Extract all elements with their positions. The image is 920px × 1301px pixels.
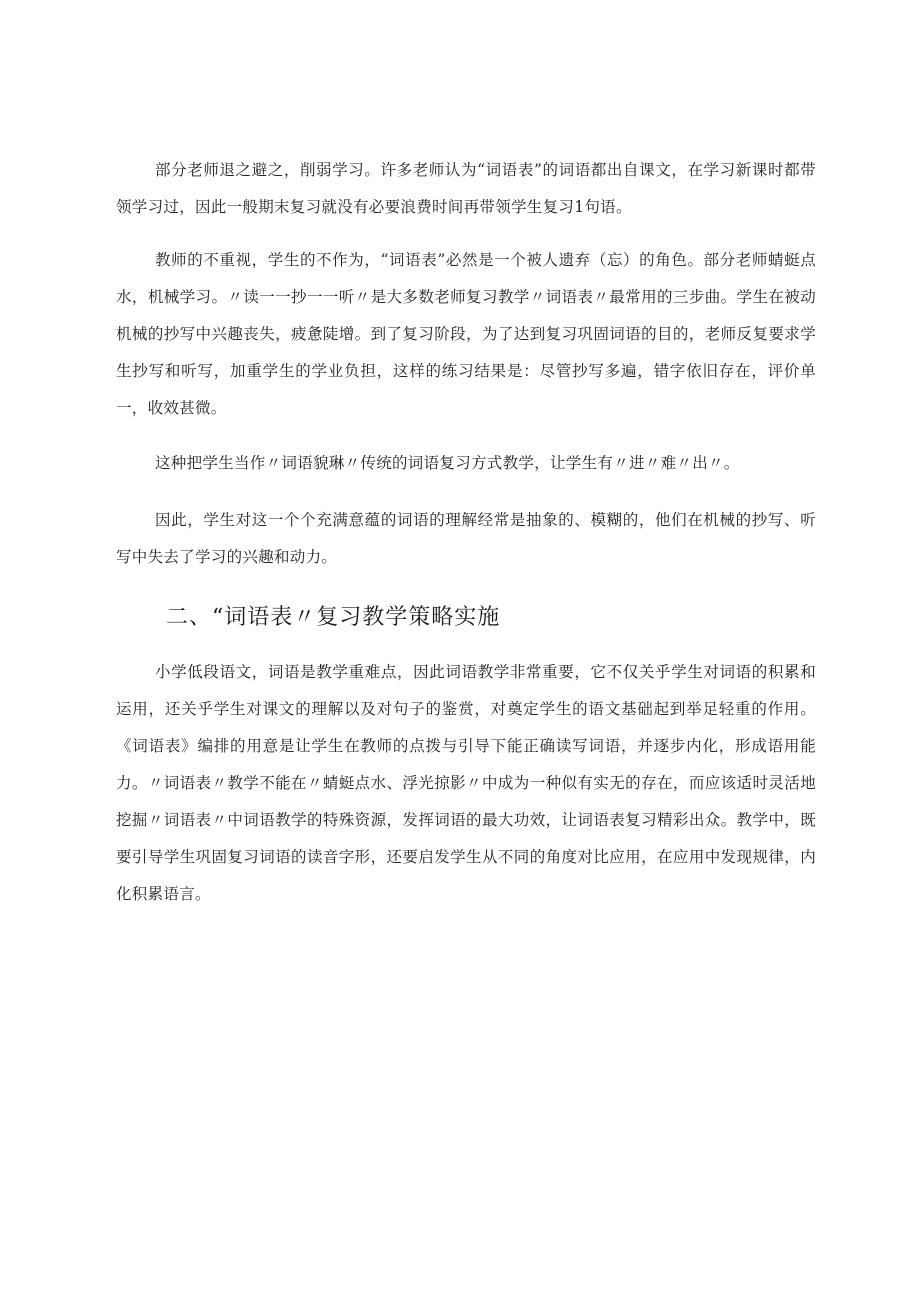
- document-page: [116, 152, 816, 913]
- section-heading: 二、“词语表〃复习教学策略实施: [166, 605, 501, 630]
- paragraph-1: 部分老师退之避之，削弱学习。许多老师认为“词语表”的词语都出自课文，在学习新课时都带领学习过，因此一般期末复习就没有必要浪费时间再带领学生复习1句语。: [116, 161, 816, 216]
- paragraph-2: 教师的不重视，学生的不作为，“词语表”必然是一个被人遗弃（忘）的角色。部分老师蜻蜓点水，机械学习。〃读一一抄一一听〃是大多数老师复习教学〃词语表〃最常用的三步曲。学生在被动机械的抄写中兴趣丧失，疲惫陡增。到了复习阶段，为了达到复习巩固词语的目的，老师反复要求学生抄写和听写，加重学生的学业负担，这样的练习结果是：尽管抄写多遍，错字依旧存在，评价单一，收效甚微。: [116, 251, 816, 417]
- section-paragraph: 小学低段语文，词语是教学重难点，因此词语教学非常重要，它不仅关乎学生对词语的积累和运用，还关乎学生对课文的理解以及对句子的鉴赏，对奠定学生的语文基础起到举足轻重的作用。《词语表》编排的用意是让学生在教师的点拨与引导下能正确读写词语，并逐步内化，形成语用能力。〃词语表〃教学不能在〃蜻蜓点水、浮光掠影〃中成为一种似有实无的存在，而应该适时灵活地挖掘〃词语表〃中词语教学的特殊资源，发挥词语的最大功效，让词语表复习精彩出众。教学中，既要引导学生巩固复习词语的读音字形，还要启发学生从不同的角度对比应用，在应用中发现规律，内化积累语言。: [116, 663, 816, 903]
- paragraph-3: 这种把学生当作〃词语貌琳〃传统的词语复习方式教学，让学生有〃进〃难〃出〃。: [155, 454, 740, 472]
- paragraph-4: 因此，学生对这一个个充满意蕴的词语的理解经常是抽象的、模糊的，他们在机械的抄写、听写中失去了学习的兴趣和动力。: [116, 511, 816, 566]
